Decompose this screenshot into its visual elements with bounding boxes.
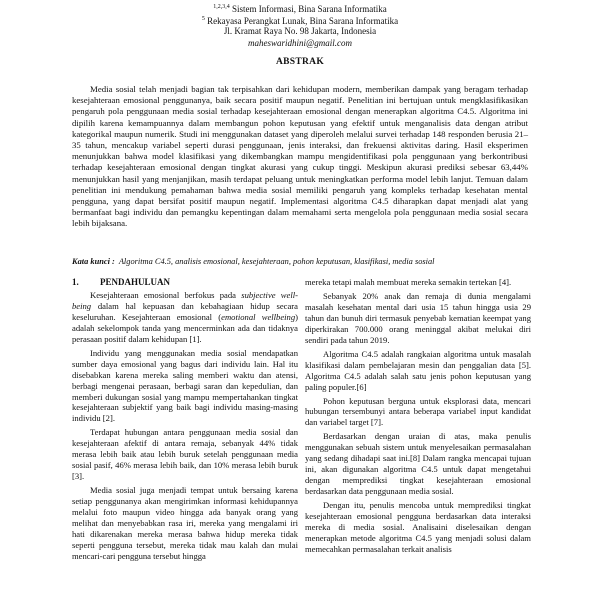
keywords-text: Algoritma C4.5, analisis emosional, kesejahteraan, pohon keputusan, klasifikasi, media sosial <box>118 257 435 266</box>
right-paragraph-5: Berdasarkan dengan uraian di atas, maka penulis menggunakan sebuah sistem untuk menyelesaikan permasalahan yang sedang dihadapi saat ini.[8] Dalam rangka mencapai tujuan ini, akan digunakan algoritma C4.5 untuk dapat mengetahui dengan memprediksi tingkat kesejahteraan emosional berdasarkan data penggunaan media sosial. <box>305 431 531 497</box>
abstract-body: Media sosial telah menjadi bagian tak terpisahkan dari kehidupan modern, memberikan dampak yang beragam terhadap kesejahteraan emosional penggunanya, baik secara positif maupun negatif. Penelitian ini bertujuan untuk mengklasifikasikan pengaruh pola penggunaan media sosial terhadap kesejahteraan emosional dengan menerapkan algoritma C4.5. Algoritma ini dipilih karena kemampuannya dalam membangun pohon keputusan yang efektif untuk menganalisis data dengan atribut kategorikal maupun numerik. Studi ini menggunakan dataset yang diperoleh melalui survei terhadap 148 responden berusia 21–35 tahun, mencakup variabel seperti durasi penggunaan, jenis interaksi, dan frekuensi aktivitas daring. Hasil eksperimen menunjukkan bahwa model klasifikasi yang dikembangkan mampu mengidentifikasi pola penggunaan yang berkontribusi terhadap kesejahteraan emosional dengan tingkat akurasi yang cukup tinggi. Meskipun akurasi prediksi sebesar 63,44% menunjukkan hasil yang menjanjikan, masih terdapat peluang untuk meningkatkan performa model lebih lanjut. Temuan dalam penelitian ini mendukung pemahaman bahwa media sosial memiliki pengaruh yang kompleks terhadap kesehatan mental pengguna, yang dapat bersifat positif maupun negatif. Implementasi algoritma C4.5 diharapkan dapat menjadi alat yang bermanfaat bagi individu dan pemangku kepentingan dalam memahami serta mengelola pola penggunaan media sosial secara lebih bijaksana. <box>72 84 528 229</box>
left-paragraph-4: Media sosial juga menjadi tempat untuk bersaing karena setiap penggunanya akan mengirimkan informasi kehidupannya melalui foto maupun video hingga ada banyak orang yang melihat dan menyebabkan rasa iri, mereka yang mengalami iri hati dikarenakan mereka merasa bahwa hidup mereka tidak seperti pengguna tersebut, mereka tidak mau kalah dan mulai mencari-cari pengguna tersebut hingga <box>72 485 298 561</box>
left-paragraph-3: Terdapat hubungan antara penggunaan media sosial dan kesejahteraan afektif di antara remaja, sebanyak 44% tidak merasa lebih baik atau lebih buruk setelah penggunaan media sosial pasif, 46% merasa lebih baik, dan 10% merasa lebih buruk [3]. <box>72 427 298 482</box>
section-heading <box>72 277 298 288</box>
email: maheswaridhini@gmail.com <box>247 38 353 48</box>
keywords-label: Kata kunci : <box>72 257 115 266</box>
left-column <box>72 277 298 565</box>
left-paragraph-2: Individu yang menggunakan media sosial mendapatkan sumber daya emosional yang bagus dari individu lain. Hal itu disebabkan karena mereka saling memberi waktu dan atensi, berbagi mengenai perasaan, berbagi saran dan kepedulian, dan memberi dukungan sosial yang mampu mempertahankan tingkat kesejahteraan subjektif yang baik bagi individu masing-masing individu [2]. <box>72 347 298 424</box>
left-paragraph-1 <box>72 290 298 345</box>
left-p1-italic-a: subjective well-being <box>72 289 298 311</box>
right-paragraph-6: Dengan itu, penulis mencoba untuk memprediksi tingkat kesejahteraan emosional pengguna berdasarkan data interaksi mereka di media sosial. Analisaini diselesaikan dengan menerapkan metode algoritma C4.5 yang menjadi solusi dalam memecahkan permasalahan terkait analisis <box>305 500 531 554</box>
abstract-title: ABSTRAK <box>275 57 325 67</box>
affiliation-1-superscript: 1,2,3,4 <box>213 4 230 10</box>
right-column <box>305 277 531 558</box>
right-paragraph-3: Algoritma C4.5 adalah rangkaian algoritma untuk masalah klasifikasi dalam pembelajaran mesin dan penggalian data [5]. Algoritma C4.5 adalah salah satu jenis pohon keputusan yang paling populer.[6] <box>305 348 531 392</box>
right-paragraph-4: Pohon keputusan berguna untuk eksplorasi data, mencari hubungan tersembunyi antara beberapa variabel input kandidat dan variabel target [7]. <box>305 395 531 428</box>
affiliation-2-text: Rekayasa Perangkat Lunak, Bina Sarana Informatika <box>207 16 399 26</box>
left-p1-text-c: ) adalah sekelompok tanda yang mencerminkan ada dan tidaknya perasaan positif dalam kehidupan [1]. <box>72 311 299 344</box>
section-title: PENDAHULUAN <box>100 277 171 287</box>
left-p1-italic-b: emotional wellbeing <box>221 311 296 322</box>
address: Jl. Kramat Raya No. 98 Jakarta, Indonesia <box>223 26 377 36</box>
section-number: 1. <box>72 277 79 287</box>
right-paragraph-1: mereka tetapi malah membuat mereka semakin tertekan [4]. <box>305 277 512 287</box>
left-p1-text-b: dalam hal kepuasan dan kebahagiaan hidup secara keseluruhan. Kesejahteraan emosional ( <box>72 300 298 322</box>
affiliation-2-superscript: 5 <box>201 16 205 22</box>
right-paragraph-2: Sebanyak 20% anak dan remaja di dunia mengalami masalah kesehatan mental dari usia 15 tahun hingga usia 29 tahun dan bunuh diri termasuk penyebab kematian keempat yang diperkirakan 700.000 orang meninggal akibat melukai diri sendiri pada tahun 2019. <box>305 290 531 345</box>
keywords <box>72 256 528 267</box>
left-p1-text-a: Kesejahteraan emosional berfokus pada <box>90 289 236 300</box>
affiliation-1-text: Sistem Informasi, Bina Sarana Informatika <box>232 4 387 14</box>
